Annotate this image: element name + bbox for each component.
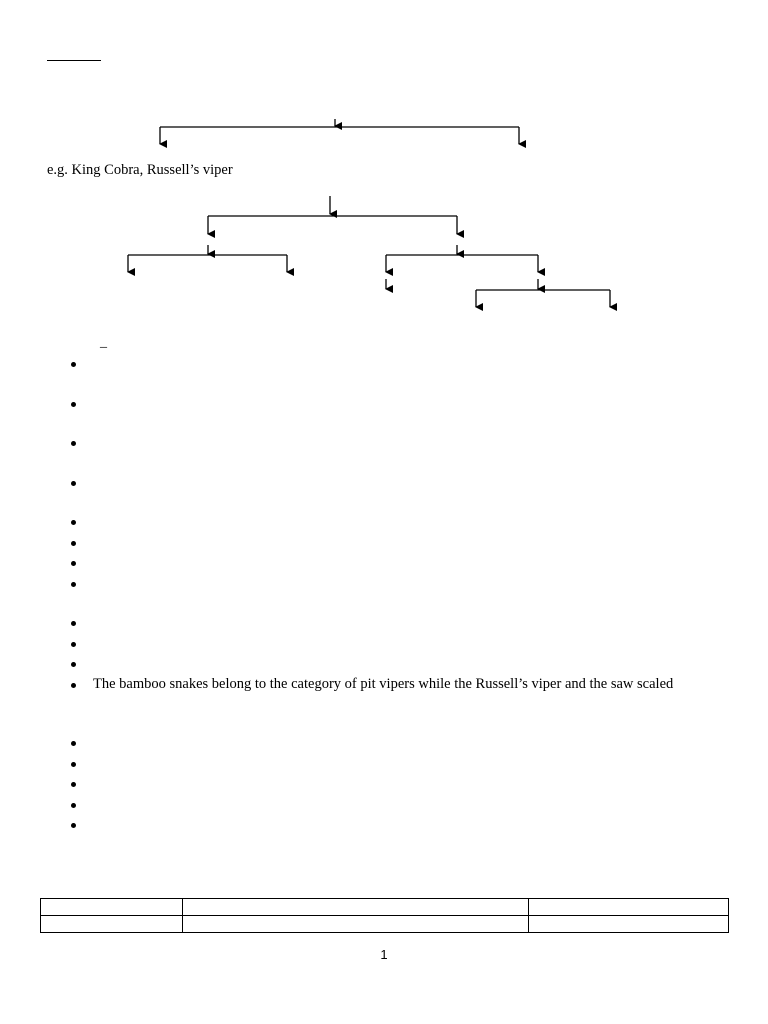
table-cell <box>41 899 183 916</box>
table-cell <box>41 916 183 933</box>
bullet <box>71 642 76 647</box>
table-cell <box>183 916 529 933</box>
bullet <box>71 683 76 688</box>
bullet <box>71 741 76 746</box>
bullet <box>71 803 76 808</box>
table-row <box>41 916 729 933</box>
bullet <box>71 621 76 626</box>
bullet <box>71 782 76 787</box>
bullet <box>71 762 76 767</box>
bullet <box>71 520 76 525</box>
bullet <box>71 582 76 587</box>
list-heading-dash: _ <box>100 335 107 350</box>
table-row <box>41 899 729 916</box>
table-cell <box>529 916 729 933</box>
example-text: e.g. King Cobra, Russell’s viper <box>47 162 233 178</box>
bullet-text-pit-vipers: The bamboo snakes belong to the category of pit vipers while the Russell’s viper and the saw scaled <box>93 676 674 692</box>
table-cell <box>183 899 529 916</box>
bullet <box>71 441 76 446</box>
bullet <box>71 561 76 566</box>
bullet <box>71 362 76 367</box>
footer-table <box>40 898 729 933</box>
bullet <box>71 402 76 407</box>
table-cell <box>529 899 729 916</box>
bullet <box>71 823 76 828</box>
bullet <box>71 541 76 546</box>
bullet <box>71 662 76 667</box>
bullet <box>71 481 76 486</box>
page-number: 1 <box>380 947 388 962</box>
